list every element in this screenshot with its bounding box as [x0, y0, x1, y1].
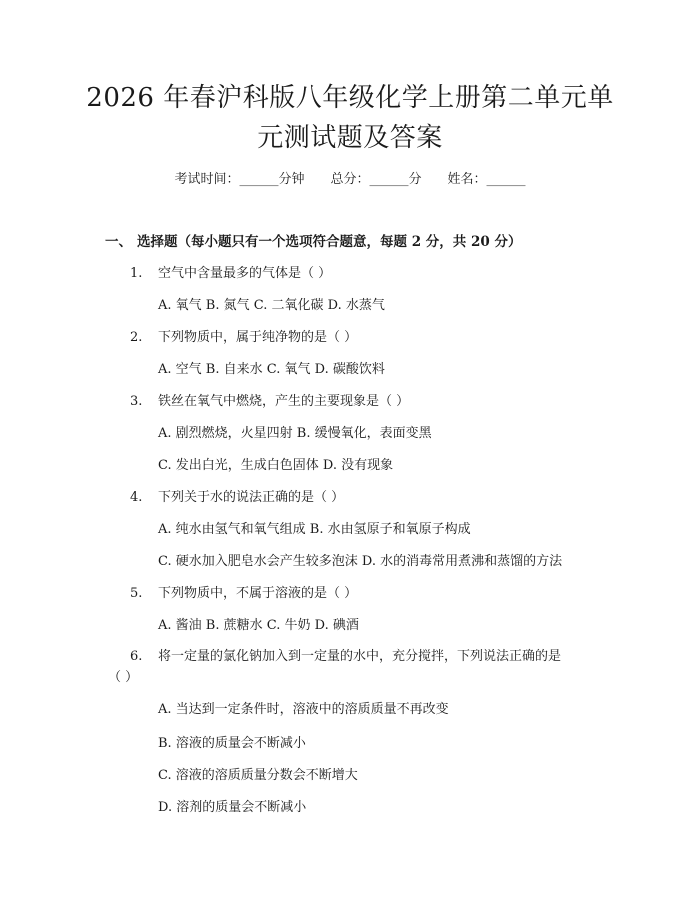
question-number: 5.	[130, 586, 143, 601]
question-text: 铁丝在氧气中燃烧，产生的主要现象是（ ）	[158, 394, 410, 409]
question-3-options-line-1: A. 剧烈燃烧，火星四射 B. 缓慢氧化，表面变黑	[158, 426, 432, 441]
question-number: 3.	[130, 394, 143, 409]
question-2	[130, 326, 357, 345]
title-line-1: 2026 年春沪科版八年级化学上册第二单元单	[86, 83, 614, 113]
exam-total-score: 总分：______分	[330, 172, 422, 187]
exam-info	[0, 168, 700, 187]
question-4-options-line-1: A. 纯水由氢气和氧气组成 B. 水由氢原子和氧原子构成	[158, 522, 471, 537]
question-1	[130, 262, 331, 281]
student-name: 姓名：______	[447, 172, 526, 187]
question-4	[130, 486, 344, 505]
question-number: 2.	[130, 330, 143, 345]
section-number: 一、	[105, 234, 132, 250]
question-6-option-d: D. 溶剂的质量会不断减小	[158, 800, 307, 815]
question-number: 6.	[130, 649, 143, 664]
question-text: 将一定量的氯化钠加入到一定量的水中，充分搅拌，下列说法正确的是	[158, 649, 562, 664]
question-text: 下列关于水的说法正确的是（ ）	[158, 490, 345, 505]
exam-time: 考试时间：______分钟	[174, 172, 305, 187]
question-6-option-c: C. 溶液的溶质质量分数会不断增大	[158, 768, 358, 783]
question-5	[130, 582, 357, 601]
question-3	[130, 390, 409, 409]
section-title: 选择题（每小题只有一个选项符合题意，每题 2 分，共 20 分）	[137, 234, 522, 250]
question-text: 下列物质中，属于纯净物的是（ ）	[158, 330, 358, 345]
question-6-option-a: A. 当达到一定条件时，溶液中的溶质质量不再改变	[158, 702, 449, 717]
question-3-options-line-2: C. 发出白光，生成白色固体 D. 没有现象	[158, 458, 394, 473]
question-6	[130, 645, 561, 664]
question-text: 下列物质中，不属于溶液的是（ ）	[158, 586, 358, 601]
document-title	[60, 78, 640, 158]
question-number: 4.	[130, 490, 143, 505]
question-1-options: A. 氧气 B. 氮气 C. 二氧化碳 D. 水蒸气	[158, 298, 385, 313]
question-number: 1.	[130, 266, 143, 281]
question-5-options: A. 酱油 B. 蔗糖水 C. 牛奶 D. 碘酒	[158, 618, 359, 633]
question-6-option-b: B. 溶液的质量会不断减小	[158, 736, 306, 751]
question-6-answer-bracket: （ ）	[108, 670, 139, 685]
section-heading	[105, 230, 521, 250]
title-line-2: 元测试题及答案	[257, 123, 443, 153]
question-2-options: A. 空气 B. 自来水 C. 氧气 D. 碳酸饮料	[158, 362, 385, 377]
question-4-options-line-2: C. 硬水加入肥皂水会产生较多泡沫 D. 水的消毒常用煮沸和蒸馏的方法	[158, 554, 563, 569]
question-text: 空气中含量最多的气体是（ ）	[158, 266, 332, 281]
